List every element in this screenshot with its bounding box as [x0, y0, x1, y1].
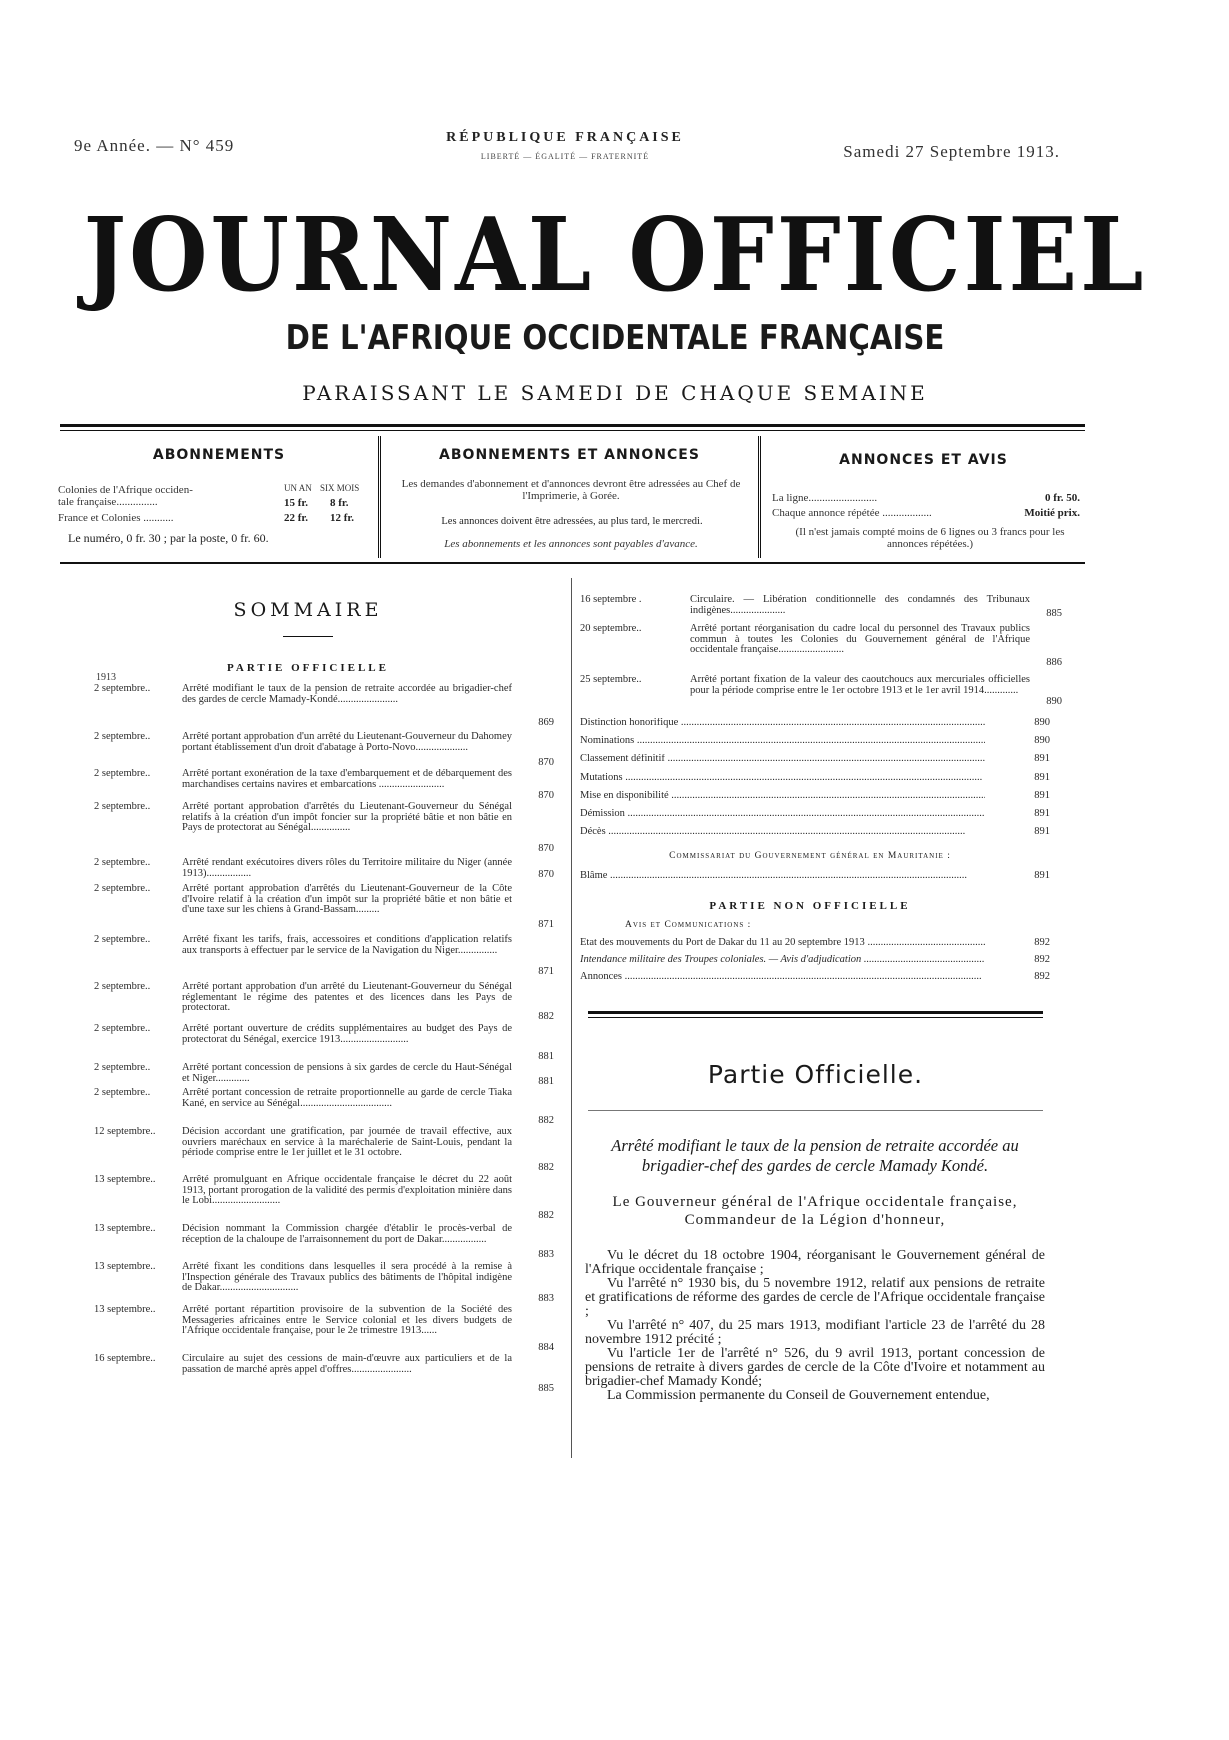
sommaire-entry [580, 754, 1050, 766]
sommaire-entry-date: 16 septembre.. [94, 1353, 156, 1364]
sommaire-entry-page: 891 [1034, 870, 1050, 882]
sommaire-entry [94, 1305, 564, 1353]
header-rule [60, 424, 1085, 427]
abonnements-annonces-delai: Les annonces doivent être adressées, au plus tard, le mercredi. [441, 516, 703, 527]
sommaire-entry-page: 890 [1034, 735, 1050, 747]
sommaire-entry [580, 674, 1062, 707]
sommaire-entry [94, 982, 564, 1022]
sommaire-entry-page: 870 [538, 757, 554, 768]
sommaire-entry [94, 1175, 564, 1221]
sommaire-entry-text: Décision accordant une gratification, par journée de travail effective, aux ouvriers maréchaux en service à la maréchalerie de Saint-Louis, pendant la période comprise entre le 1er juillet et le 31 octobre. [182, 1126, 512, 1158]
sommaire-entry-page: 891 [1034, 789, 1050, 801]
sommaire-entry-date: 2 septembre.. [94, 1023, 151, 1034]
sommaire-entry-label: Décès ..... [580, 827, 985, 838]
sommaire-entry [580, 594, 1062, 619]
sommaire-entry [580, 791, 1050, 803]
sommaire-entry-label: Blâme ..... [580, 871, 985, 882]
sommaire-entry-page: 891 [1034, 771, 1050, 783]
sommaire-entry-text: Arrêté portant approbation d'arrêtés du Lieutenant-Gouverneur de la Côte d'Ivoire relatif à la création d'un impôt sur la propriété bâtie et non bâtie et d'une taxe sur les chiens à Grand-Bassam......... [182, 883, 512, 915]
masthead-title: JOURNAL OFFICIEL [83, 196, 1147, 315]
sommaire-entry-date: 2 septembre.. [94, 731, 151, 742]
sommaire-list-continued [580, 594, 1062, 995]
sommaire-entry [580, 623, 1062, 668]
sommaire-entry-text: Arrêté portant concession de pensions à six gardes de cercle du Haut-Sénégal et Niger............. [182, 1062, 512, 1084]
sommaire-entry-text: Arrêté portant exonération de la taxe d'embarquement et de débarquement des marchandises certains navires et embarcations ......................... [182, 768, 512, 790]
sommaire-entry-label: Mise en disponibilité ..... [580, 791, 985, 802]
column-divider [571, 578, 572, 1458]
commission-entendue: La Commission permanente du Conseil de Gouvernement entendue, [607, 1388, 990, 1403]
sommaire-entry [580, 871, 1050, 883]
sommaire-entry-date: 2 septembre.. [94, 683, 151, 694]
abonnements-annonces-adresse: Les demandes d'abonnement et d'annonces devront être adressées au Chef de l'Imprimerie, à Gorée. [401, 478, 741, 502]
sommaire-entry [94, 769, 564, 801]
sommaire-entry-date: 2 septembre.. [94, 801, 151, 812]
sommaire-entry-page: 871 [538, 966, 554, 977]
sommaire-entry-date: 2 septembre.. [94, 857, 151, 868]
sommaire-entry [94, 935, 564, 977]
arrete-body [585, 1249, 1045, 1403]
sommaire-entry-page: 883 [538, 1249, 554, 1260]
sommaire-entry [94, 1354, 564, 1394]
sommaire-entry-text: Arrêté modifiant le taux de la pension de retraite accordée au brigadier-chef des gardes de cercle Mamady-Kondé....................... [182, 683, 512, 705]
abonnement-row-colonies-un-an: 15 fr. [284, 497, 309, 509]
sommaire-entry-page: 885 [538, 1383, 554, 1394]
box-bottom-rule [60, 562, 1085, 564]
sommaire-entry-date: 2 septembre.. [94, 883, 151, 894]
publication-frequency: PARAISSANT LE SAMEDI DE CHAQUE SEMAINE [302, 381, 928, 405]
sommaire-entry-label: Annonces ..... [580, 972, 985, 983]
sommaire-entry-text: Circulaire. — Libération conditionnelle des condamnés des Tribunaux indigènes..................... [690, 594, 1030, 616]
partie-officielle-title: Partie Officielle. [707, 1060, 924, 1089]
vu-decret-1904: Vu le décret du 18 octobre 1904, réorganisant le Gouvernement général de l'Afrique occidentale française ; [585, 1248, 1045, 1277]
sommaire-entry-page: 886 [1046, 657, 1062, 668]
sommaire-entry-page: 891 [1034, 753, 1050, 765]
sommaire-entry [580, 827, 1050, 839]
abonnement-row-france-six-mois: 12 fr. [330, 512, 355, 524]
header-rule-thin [60, 430, 1085, 431]
sommaire-entry-text: Décision nommant la Commission chargée d'établir le procès-verbal de réception de la chaloupe de l'arraisonnement du port de Dakar................. [182, 1223, 512, 1245]
prix-ligne-label: La ligne......................... [772, 492, 878, 504]
sommaire-entry-date: 13 septembre.. [94, 1304, 156, 1315]
col-six-mois: SIX MOIS [320, 483, 360, 493]
sommaire-entry-page: 883 [538, 1293, 554, 1304]
abonnement-row-colonies-label: Colonies de l'Afrique occiden- tale française............... [58, 484, 193, 508]
sommaire-entry-date: 20 septembre.. [580, 623, 642, 634]
sommaire-entry-page: 870 [538, 843, 554, 854]
sommaire-entry-page: 871 [538, 919, 554, 930]
vu-arrete-1930bis: Vu l'arrêté n° 1930 bis, du 5 novembre 1912, relatif aux pensions de retraite et gratifications de réforme des gardes de cercle de l'Afrique occidentale française ; [585, 1276, 1045, 1319]
sommaire-entry-text: Arrêté portant réorganisation du cadre local du personnel des Travaux publics commun à toutes les Colonies du Gouvernement général de l'Afrique occidentale française......................... [690, 623, 1030, 655]
col-un-an: UN AN [284, 483, 312, 493]
sommaire-entry [580, 938, 1050, 950]
sommaire-entry-text: Arrêté fixant les tarifs, frais, accessoires et conditions d'application relatifs aux transports à effectuer par le service de la Navigation du Niger............... [182, 934, 512, 956]
gouverneur-preamble: Le Gouverneur général de l'Afrique occidentale française, Commandeur de la Légion d'honneur, [612, 1194, 1018, 1228]
sommaire-entry-label: Démission ..... [580, 809, 985, 820]
sommaire-entry-label: Mutations ..... [580, 773, 985, 784]
box-divider-2 [758, 436, 759, 558]
arrete-title: Arrêté modifiant le taux de la pension de retraite accordée au brigadier-chef des gardes de cercle Mamady Kondé. [611, 1136, 1019, 1175]
vu-arrete-407: Vu l'arrêté n° 407, du 25 mars 1913, modifiant l'article 23 de l'arrêté du 28 novembre 1912 précité ; [585, 1318, 1045, 1347]
section-rule-thick [588, 1011, 1043, 1014]
sommaire-entry-page: 885 [1046, 608, 1062, 619]
prix-repetee-label: Chaque annonce répétée .................. [772, 507, 932, 519]
sommaire-entry-page: 869 [538, 717, 554, 728]
sommaire-entry-page: 891 [1034, 826, 1050, 838]
sommaire-entry-text: Arrêté portant fixation de la valeur des caoutchoucs aux mercuriales officielles pour la période comprise entre le 1er octobre 1913 et le 1er avril 1914............. [690, 674, 1030, 696]
section-rule-thin [588, 1017, 1043, 1018]
sommaire-entry [94, 1262, 564, 1304]
prix-ligne: 0 fr. 50. [1044, 492, 1080, 504]
sommaire-entry [94, 1127, 564, 1173]
sommaire-list [94, 684, 564, 1424]
abonnements-title: ABONNEMENTS [152, 447, 286, 463]
devise: LIBERTÉ — ÉGALITÉ — FRATERNITÉ [480, 152, 650, 161]
sommaire-entry [580, 809, 1050, 821]
sommaire-entry-text: Arrêté rendant exécutoires divers rôles du Territoire militaire du Niger (année 1913)................. [182, 857, 512, 879]
masthead-subtitle: DE L'AFRIQUE OCCIDENTALE FRANÇAISE [285, 318, 945, 358]
sommaire-title: SOMMAIRE [233, 599, 383, 621]
sommaire-entry [580, 773, 1050, 785]
sommaire-entry-text: Arrêté portant approbation d'un arrêté du Lieutenant-Gouverneur du Sénégal réglementant le régime des patentes et des licences dans les Pays de protectorat. [182, 981, 512, 1013]
sommaire-entry-date: 25 septembre.. [580, 674, 642, 685]
sommaire-entry-page: 881 [538, 1051, 554, 1062]
annonces-avis-title: ANNONCES ET AVIS [839, 452, 1008, 468]
sommaire-year: 1913 [96, 672, 116, 683]
partie-officielle-heading: PARTIE OFFICIELLE [227, 662, 389, 674]
avis-communications-heading: Avis et Communications : [625, 920, 752, 931]
sommaire-entry [94, 802, 564, 854]
sommaire-entry [94, 1063, 564, 1087]
sommaire-entry [580, 736, 1050, 748]
sommaire-entry-page: 882 [538, 1115, 554, 1126]
sommaire-entry [580, 955, 1050, 967]
issue-number: 9e Année. — N° 459 [74, 136, 235, 155]
sommaire-entry-label: Intendance militaire des Troupes coloniales. — Avis d'adjudication ..... [580, 955, 985, 966]
sommaire-entry-text: Arrêté portant approbation d'un arrêté du Lieutenant-Gouverneur du Dahomey portant établissement d'un droit d'abatage à Porto-Novo.................... [182, 731, 512, 753]
box-divider-2b [760, 436, 761, 558]
sommaire-entry [580, 718, 1050, 730]
sommaire-rule [283, 636, 333, 637]
sommaire-entry-date: 16 septembre . [580, 594, 642, 605]
sommaire-entry-date: 2 septembre.. [94, 1062, 151, 1073]
sommaire-entry-date: 13 septembre.. [94, 1174, 156, 1185]
sommaire-entry-date: 2 septembre.. [94, 768, 151, 779]
sommaire-entry-page: 892 [1034, 954, 1050, 966]
republique-francaise: RÉPUBLIQUE FRANÇAISE [446, 130, 684, 145]
sommaire-entry-page: 882 [538, 1210, 554, 1221]
sommaire-entry-page: 882 [538, 1011, 554, 1022]
sommaire-entry-date: 13 septembre.. [94, 1223, 156, 1234]
sommaire-entry-page: 890 [1046, 696, 1062, 707]
sommaire-entry-text: Arrêté portant répartition provisoire de la subvention de la Société des Messageries africaines entre le Service colonial et les divers budgets de l'Afrique occidentale française, pour le 2e trimestre 1913...... [182, 1304, 512, 1336]
abonnements-annonces-title: ABONNEMENTS ET ANNONCES [439, 447, 700, 463]
sommaire-entry [94, 732, 564, 768]
sommaire-entry-page: 891 [1034, 808, 1050, 819]
box-divider-1b [380, 436, 381, 558]
sommaire-entry-label: Nominations ..... [580, 736, 985, 747]
sommaire-entry-text: Arrêté fixant les conditions dans lesquelles il sera procédé à la remise à l'Inspection générale des Travaux publics des bâtiments de l'hôpital indigène de Dakar.............................. [182, 1261, 512, 1293]
sommaire-entry [94, 884, 564, 930]
commissariat-heading: Commissariat du Gouvernement général en Mauritanie : [669, 851, 951, 862]
sommaire-entry-label: Classement définitif ..... [580, 754, 985, 765]
sommaire-entry [580, 972, 1050, 984]
annonces-note: (Il n'est jamais compté moins de 6 lignes ou 3 francs pour les annonces répétées.) [795, 526, 1065, 550]
abonnement-row-france-un-an: 22 fr. [284, 512, 309, 524]
sommaire-entry-text: Arrêté promulguant en Afrique occidentale française le décret du 22 août 1913, portant prorogation de la validité des permis d'exploitation minière dans le Lobi.......................... [182, 1174, 512, 1206]
abonnement-row-colonies-six-mois: 8 fr. [330, 497, 349, 509]
sommaire-entry [94, 684, 564, 728]
sommaire-entry-date: 2 septembre.. [94, 981, 151, 992]
partie-non-officielle-heading: PARTIE NON OFFICIELLE [709, 900, 911, 913]
sommaire-entry-text: Arrêté portant ouverture de crédits supplémentaires au budget des Pays de protectorat du Sénégal, exercice 1913.......................... [182, 1023, 512, 1045]
sommaire-entry-text: Arrêté portant approbation d'arrêtés du Lieutenant-Gouverneur du Sénégal relatifs à la création d'un impôt foncier sur la propriété bâtie et non bâtie en Pays de protectorat au Sénégal............... [182, 801, 512, 833]
sommaire-entry-page: 884 [538, 1342, 554, 1353]
sommaire-entry-label: État des mouvements du Port de Dakar du 11 au 20 septembre 1913 ..... [580, 938, 985, 949]
vu-arrete-526: Vu l'article 1er de l'arrêté n° 526, du 9 avril 1913, portant concession de pensions de retraite à divers gardes de cercle de la Côte d'Ivoire et notamment au brigadier-chef Mamady Kondé; [585, 1346, 1045, 1389]
sommaire-entry-date: 2 septembre.. [94, 1087, 151, 1098]
sommaire-entry-page: 881 [538, 1076, 554, 1087]
sommaire-entry-text: Arrêté portant concession de retraite proportionnelle au garde de cercle Tiaka Kané, en service au Sénégal................................... [182, 1087, 512, 1109]
abonnements-annonces-paiement: Les abonnements et les annonces sont payables d'avance. [444, 538, 698, 550]
sommaire-entry-page: 892 [1034, 937, 1050, 949]
partie-officielle-rule [588, 1110, 1043, 1111]
prix-numero: Le numéro, 0 fr. 30 ; par la poste, 0 fr. 60. [68, 531, 269, 545]
abonnement-row-france-label: France et Colonies ........... [58, 512, 174, 524]
sommaire-entry-text: Circulaire au sujet des cessions de main-d'œuvre aux particuliers et de la passation de marché après appel d'offres....................... [182, 1353, 512, 1375]
sommaire-entry [94, 1088, 564, 1126]
prix-repetee: Moitié prix. [1024, 507, 1080, 519]
sommaire-entry-label: Distinction honorifique ..... [580, 718, 985, 729]
sommaire-entry-page: 882 [538, 1162, 554, 1173]
sommaire-entry-date: 12 septembre.. [94, 1126, 156, 1137]
sommaire-entry [94, 858, 564, 880]
sommaire-entry-page: 892 [1034, 971, 1050, 983]
sommaire-entry-date: 2 septembre.. [94, 934, 151, 945]
issue-date: Samedi 27 Septembre 1913. [843, 142, 1060, 161]
sommaire-entry [94, 1224, 564, 1260]
sommaire-entry-page: 890 [1034, 717, 1050, 728]
sommaire-entry-page: 870 [538, 869, 554, 880]
box-divider-1 [378, 436, 379, 558]
sommaire-entry [94, 1024, 564, 1062]
sommaire-entry-page: 870 [538, 790, 554, 801]
sommaire-entry-date: 13 septembre.. [94, 1261, 156, 1272]
